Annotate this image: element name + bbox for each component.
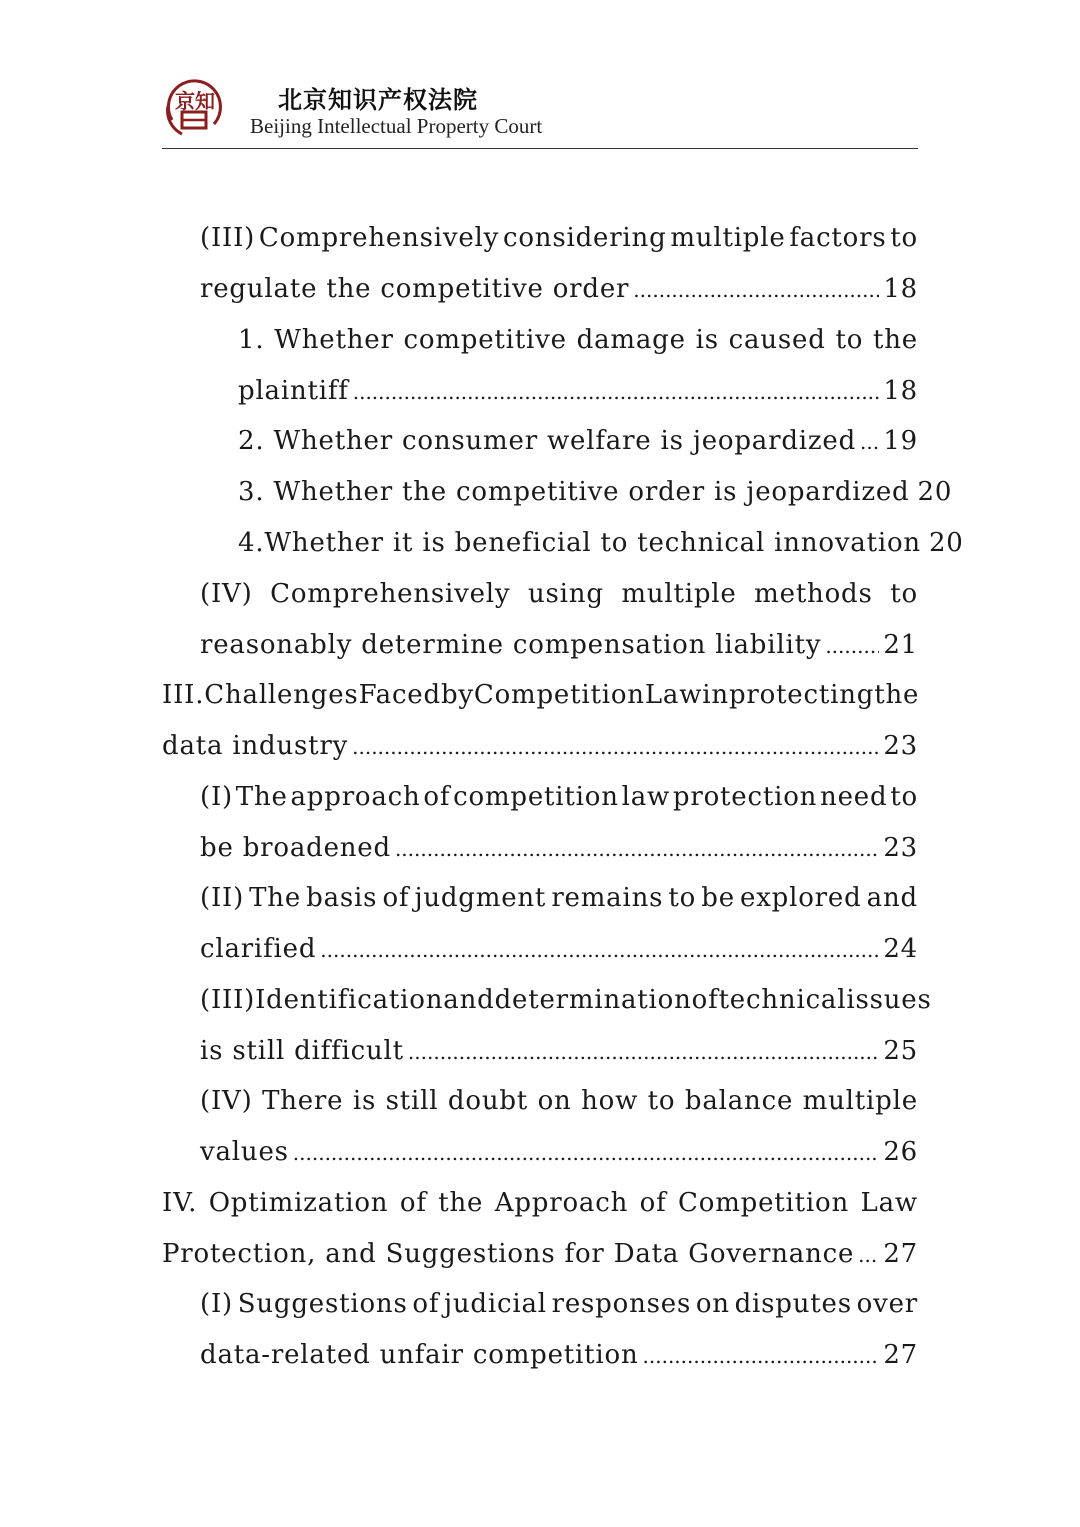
toc-entry-text: (III) [200,223,256,253]
toc-entry-text: factors [789,223,887,253]
toc-entry-text: is still difficult [200,1036,404,1066]
toc-entry-line [200,1026,918,1077]
toc-entry-text: and [866,883,918,913]
toc-entry-text: Law [644,680,703,710]
toc-entry-text: clarified [200,934,317,964]
toc-entry-text: issues [846,985,932,1015]
toc-entry-text: to [890,782,918,812]
toc-entry-text: judicial [444,1289,547,1319]
toc-entry-line [200,1330,918,1381]
toc-entry-text: Competition [473,680,645,710]
dot-leader [293,1128,880,1179]
toc-entry-text: protecting [728,680,875,710]
toc-entry-text: on [695,1289,730,1319]
page-number: 19 [883,426,918,456]
toc-entry-text: Suggestions [237,1289,408,1319]
toc-entry-text: how [581,1086,639,1116]
dot-leader [352,722,879,773]
toc-entry-text: to [835,325,864,355]
toc-entry-text: of [382,883,410,913]
dot-leader [858,1230,879,1281]
toc-entry-text: The [249,883,302,913]
toc-entry-text: to [647,1086,676,1116]
toc-entry-text: 4.Whether it is beneficial to technical innovation [238,528,921,558]
toc-entry-text: Protection, and Suggestions for Data Governance [162,1239,855,1269]
toc-entry-text: of [423,782,451,812]
toc-entry-text: basis [306,883,378,913]
dot-leader [408,1027,879,1078]
toc-entry-text: of [691,985,719,1015]
toc-entry-text: responses [551,1289,692,1319]
toc-entry-text: the [874,680,920,710]
toc-entry-line [200,213,918,264]
toc-entry-text: to [890,579,918,609]
page-number: 27 [883,1340,918,1370]
dot-leader [643,1331,880,1382]
toc-entry-text: determination [494,985,692,1015]
toc-entry-line [238,467,953,518]
toc-entry-text: regulate the competitive order [200,274,630,304]
toc-entry-text: methods [754,579,873,609]
toc-entry-text: be [701,883,735,913]
toc-entry-text: (III) [200,985,256,1015]
toc-entry-text: remains [551,883,664,913]
toc-entry-text: data-related unfair competition [200,1340,639,1370]
document-header [162,74,918,149]
toc-entry-text: to [890,223,918,253]
toc-entry-text: and [443,985,495,1015]
toc-entry-text: There [262,1086,344,1116]
toc-entry-text: IV. [162,1188,198,1218]
toc-entry-text: (IV) [200,1086,253,1116]
toc-entry-text: protection [672,782,818,812]
toc-entry-line [238,416,918,467]
toc-entry-text: caused [728,325,826,355]
toc-entry-line [162,1178,918,1229]
toc-entry-line [238,366,918,417]
page-number: 24 [883,934,918,964]
toc-entry-text: by [440,680,474,710]
toc-entry-text: Faced [358,680,441,710]
toc-entry-text: multiple [621,579,737,609]
toc-entry-text: damage [576,325,686,355]
toc-entry-text: technical [718,985,847,1015]
toc-entry-line [162,670,918,721]
toc-entry-text: plaintiff [238,376,349,406]
toc-entry-text: Optimization [208,1188,389,1218]
toc-entry-text: approach [290,782,421,812]
toc-entry-text: still [385,1086,439,1116]
court-name-english: Beijing Intellectual Property Court [250,114,543,138]
page-number: 21 [883,630,918,660]
toc-entry-text: be broadened [200,833,391,863]
toc-entry-text: Challenges [204,680,359,710]
toc-entry-text: over [856,1289,918,1319]
page-number: 18 [883,274,918,304]
toc-entry-line [238,518,964,569]
toc-entry-text: 3. Whether the competitive order is jeopardized [238,477,910,507]
toc-entry-text: 1. [238,325,265,355]
toc-entry-text: competition [453,782,619,812]
dot-leader [860,417,879,468]
court-logo-icon [162,76,226,140]
dot-leader [633,265,879,316]
toc-entry-text: (IV) [200,579,253,609]
toc-entry-text: The [235,782,288,812]
toc-entry-text: (II) [200,883,245,913]
page-number: 20 [917,477,953,507]
toc-entry-line [200,620,918,671]
toc-entry-line [200,823,918,874]
toc-entry-line [200,264,918,315]
toc-entry-line [162,721,918,772]
toc-entry-text: is [352,1086,377,1116]
toc-entry-text: using [527,579,604,609]
toc-entry-text: Law [860,1188,918,1218]
page-number: 23 [883,833,918,863]
toc-entry-text: competitive [403,325,567,355]
toc-entry-text: the [438,1188,484,1218]
toc-entry-text: the [872,325,918,355]
toc-entry-line [200,1076,918,1127]
toc-entry-line [200,569,918,620]
toc-entry-text: Identification [255,985,444,1015]
toc-entry-line [200,975,932,1026]
toc-entry-text: Whether [274,325,394,355]
toc-entry-text: (I) [200,782,233,812]
toc-entry-text: Comprehensively [258,223,500,253]
dot-leader [320,925,879,976]
court-name-chinese: 北京知识产权法院 [278,86,478,114]
toc-entry-text: law [621,782,671,812]
toc-entry-line [200,924,918,975]
page-number: 18 [883,376,918,406]
toc-entry-text: III. [162,680,205,710]
toc-entry-text: judgment [414,883,547,913]
toc-entry-text: Approach [494,1188,629,1218]
toc-entry-text: disputes [734,1289,852,1319]
toc-entry-text: is [695,325,719,355]
toc-entry-text: of [412,1289,440,1319]
logo-glyph-top: 京知 [175,89,215,113]
toc-entry-text: data industry [162,731,349,761]
toc-entry-text: considering [502,223,667,253]
dot-leader [353,367,880,418]
toc-entry-text: of [639,1188,667,1218]
dot-leader [395,824,879,875]
toc-entry-line [238,315,918,366]
toc-entry-text: multiple [802,1086,918,1116]
toc-entry-text: 2. Whether consumer welfare is jeopardized [238,426,857,456]
toc-entry-text: balance [684,1086,794,1116]
toc-entry-text: of [399,1188,427,1218]
toc-entry-line [162,1229,918,1280]
toc-entry-line [200,873,918,924]
page-number: 23 [883,731,918,761]
page-number: 27 [883,1239,918,1269]
dot-leader [825,621,879,672]
toc-entry-line [200,1279,918,1330]
page-number: 25 [883,1036,918,1066]
page-number: 26 [883,1137,918,1167]
toc-entry-text: to [668,883,697,913]
toc-entry-text: Comprehensively [270,579,511,609]
toc-entry-text: Competition [678,1188,850,1218]
toc-entry-text: need [820,782,888,812]
toc-entry-text: explored [740,883,862,913]
toc-entry-text: reasonably determine compensation liability [200,630,822,660]
toc-entry-text: doubt [447,1086,529,1116]
toc-entry-text: multiple [670,223,786,253]
toc-entry-line [200,772,918,823]
toc-entry-text: values [200,1137,289,1167]
toc-entry-text: on [537,1086,572,1116]
toc-entry-line [200,1127,918,1178]
toc-entry-text: (I) [200,1289,233,1319]
page-number: 20 [928,528,964,558]
toc-entry-text: in [702,680,729,710]
